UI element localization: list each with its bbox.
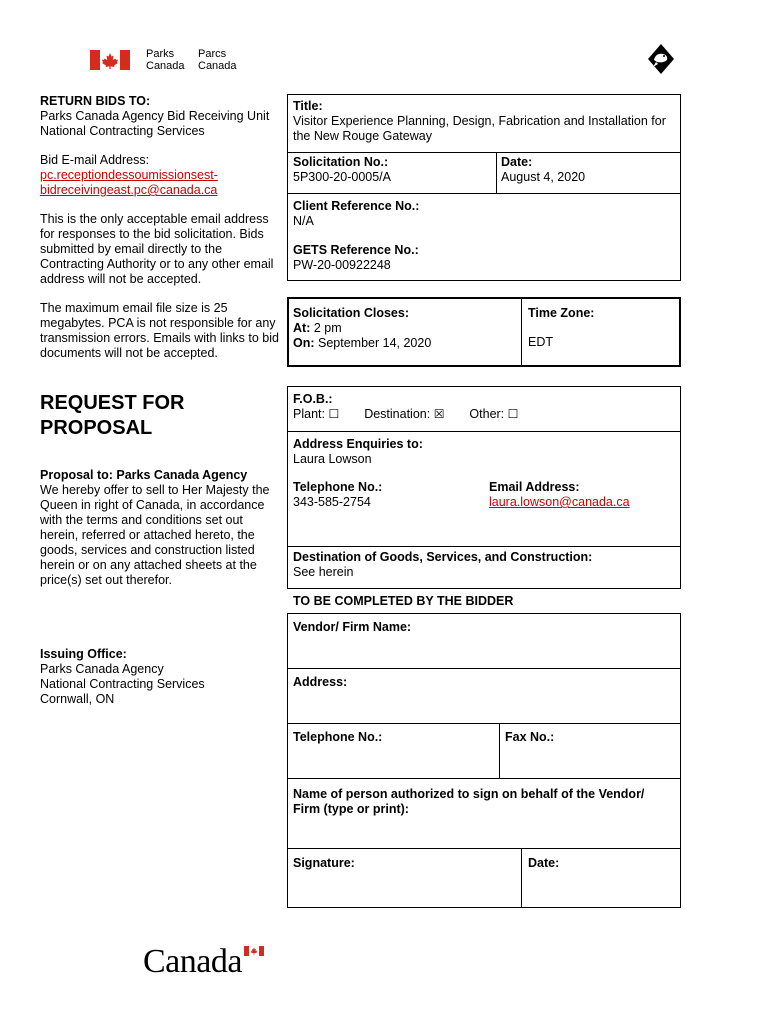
email-note-1 xyxy=(40,212,290,287)
plant-checkbox[interactable]: ☐ xyxy=(328,407,340,421)
return-bids-heading: RETURN BIDS TO: xyxy=(40,94,151,108)
issuing-line3: Cornwall, ON xyxy=(40,692,115,706)
return-bids-line1: Parks Canada Agency Bid Receiving Unit xyxy=(40,109,270,123)
authorized-name-field[interactable] xyxy=(293,787,678,845)
canada-wordmark-text: Canada xyxy=(143,943,242,980)
closes-label: Solicitation Closes: xyxy=(293,306,409,320)
enquiry-email-link[interactable]: laura.lowson@canada.ca xyxy=(489,495,630,509)
other-label: Other: xyxy=(469,407,505,421)
proposal-line: goods, services and construction listed xyxy=(40,543,255,557)
return-bids-line2: National Contracting Services xyxy=(40,124,205,138)
enquiry-telephone-label: Telephone No.: xyxy=(293,480,383,494)
solicitation-no-value: 5P300-20-0005/A xyxy=(293,170,391,184)
note1-line: for responses to the bid solicitation. Bids xyxy=(40,227,264,241)
enquiry-telephone-cell xyxy=(293,480,483,510)
solicitation-no-label: Solicitation No.: xyxy=(293,155,389,169)
parks-en-2: Canada xyxy=(146,60,185,72)
vendor-name-field[interactable] xyxy=(293,620,678,664)
vendor-name-label: Vendor/ Firm Name: xyxy=(293,620,412,634)
enquiries-cell xyxy=(293,437,678,467)
issuing-line1: Parks Canada Agency xyxy=(40,662,164,676)
title-value-1: Visitor Experience Planning, Design, Fabrication and Installation for xyxy=(293,114,666,128)
date-cell xyxy=(501,155,676,185)
issuing-office-section xyxy=(40,647,290,707)
proposal-line: with the terms and conditions set out xyxy=(40,513,243,527)
client-ref-value: N/A xyxy=(293,214,314,228)
issuing-heading: Issuing Office: xyxy=(40,647,127,661)
vendor-address-field[interactable] xyxy=(293,675,678,719)
enquiry-email-label: Email Address: xyxy=(489,480,580,494)
gets-ref-label: GETS Reference No.: xyxy=(293,243,419,257)
signature-field[interactable] xyxy=(293,856,518,904)
destination-label: Destination: xyxy=(364,407,431,421)
note2-line: documents will not be accepted. xyxy=(40,346,218,360)
canada-wordmark xyxy=(143,942,268,982)
enquiries-value: Laura Lowson xyxy=(293,452,372,466)
title-label: Title: xyxy=(293,99,323,113)
proposal-line: herein or on any attached sheets at the xyxy=(40,558,257,572)
proposal-line: price(s) set out therefor. xyxy=(40,573,173,587)
gets-ref-value: PW-20-00922248 xyxy=(293,258,391,272)
client-ref-cell xyxy=(293,199,678,229)
vendor-address-label: Address: xyxy=(293,675,348,689)
timezone-value: EDT xyxy=(528,335,553,349)
bid-email-section xyxy=(40,153,285,198)
note1-line: submitted by email directly to the xyxy=(40,242,223,256)
bidder-heading: TO BE COMPLETED BY THE BIDDER xyxy=(293,594,514,608)
bid-email-link-1[interactable]: pc.receptiondessoumissionsest- xyxy=(40,168,218,182)
destination-goods-value: See herein xyxy=(293,565,354,579)
proposal-section xyxy=(40,468,290,588)
closes-cell xyxy=(293,306,518,351)
at-label: At: xyxy=(293,321,311,335)
fob-cell xyxy=(293,392,678,422)
vendor-telephone-label: Telephone No.: xyxy=(293,730,383,744)
other-checkbox[interactable]: ☐ xyxy=(507,407,519,421)
on-label: On: xyxy=(293,336,315,350)
signature-date-field[interactable] xyxy=(528,856,678,904)
return-bids-section xyxy=(40,94,285,139)
parcs-fr-1: Parcs xyxy=(198,48,227,60)
destination-goods-label: Destination of Goods, Services, and Construction: xyxy=(293,550,593,564)
enquiries-label: Address Enquiries to: xyxy=(293,437,423,451)
rfp-title xyxy=(40,391,184,441)
gets-ref-cell xyxy=(293,243,678,273)
parks-canada-logo xyxy=(90,48,250,74)
issuing-line2: National Contracting Services xyxy=(40,677,205,691)
rfp-title-line1: REQUEST FOR xyxy=(40,392,185,414)
note2-line: The maximum email file size is 25 xyxy=(40,301,228,315)
timezone-label: Time Zone: xyxy=(528,306,595,320)
signature-date-label: Date: xyxy=(528,856,560,870)
proposal-heading: Proposal to: Parks Canada Agency xyxy=(40,468,248,482)
timezone-cell xyxy=(528,306,678,350)
note2-line: megabytes. PCA is not responsible for any xyxy=(40,316,276,330)
enquiry-telephone-value: 343-585-2754 xyxy=(293,495,371,509)
proposal-line: Queen in right of Canada, in accordance xyxy=(40,498,265,512)
at-value: 2 pm xyxy=(313,321,342,335)
client-ref-label: Client Reference No.: xyxy=(293,199,420,213)
vendor-telephone-field[interactable] xyxy=(293,730,493,774)
date-value: August 4, 2020 xyxy=(501,170,586,184)
title-cell xyxy=(293,99,678,144)
destination-checkbox[interactable]: ☒ xyxy=(433,407,445,421)
wordmark-flag-icon xyxy=(244,946,264,956)
vendor-fax-field[interactable] xyxy=(505,730,677,774)
destination-goods-cell xyxy=(293,550,678,580)
signature-label: Signature: xyxy=(293,856,355,870)
parcs-fr-2: Canada xyxy=(198,60,237,72)
bid-email-link-2[interactable]: bidreceivingeast.pc@canada.ca xyxy=(40,183,218,197)
enquiry-email-cell xyxy=(489,480,679,510)
plant-label: Plant: xyxy=(293,407,325,421)
vendor-fax-label: Fax No.: xyxy=(505,730,555,744)
proposal-line: herein, referred or attached hereto, the xyxy=(40,528,255,542)
note1-line: This is the only acceptable email address xyxy=(40,212,269,226)
title-value-2: the New Rouge Gateway xyxy=(293,129,432,143)
parks-en-1: Parks xyxy=(146,48,175,60)
date-label: Date: xyxy=(501,155,533,169)
rfp-title-line2: PROPOSAL xyxy=(40,417,153,439)
canada-flag-icon xyxy=(90,50,130,70)
proposal-line: We hereby offer to sell to Her Majesty the xyxy=(40,483,270,497)
note2-line: transmission errors. Emails with links to bid xyxy=(40,331,279,345)
beaver-emblem-icon xyxy=(644,42,678,76)
note1-line: address will not be accepted. xyxy=(40,272,202,286)
on-value: September 14, 2020 xyxy=(318,336,432,350)
authorized-name-label-1: Name of person authorized to sign on behalf of the Vendor/ xyxy=(293,787,645,801)
bid-email-label: Bid E-mail Address: xyxy=(40,153,150,167)
fob-label: F.O.B.: xyxy=(293,392,333,406)
email-note-2 xyxy=(40,301,290,361)
note1-line: Contracting Authority or to any other email xyxy=(40,257,274,271)
solicitation-no-cell xyxy=(293,155,493,185)
authorized-name-label-2: Firm (type or print): xyxy=(293,802,409,816)
